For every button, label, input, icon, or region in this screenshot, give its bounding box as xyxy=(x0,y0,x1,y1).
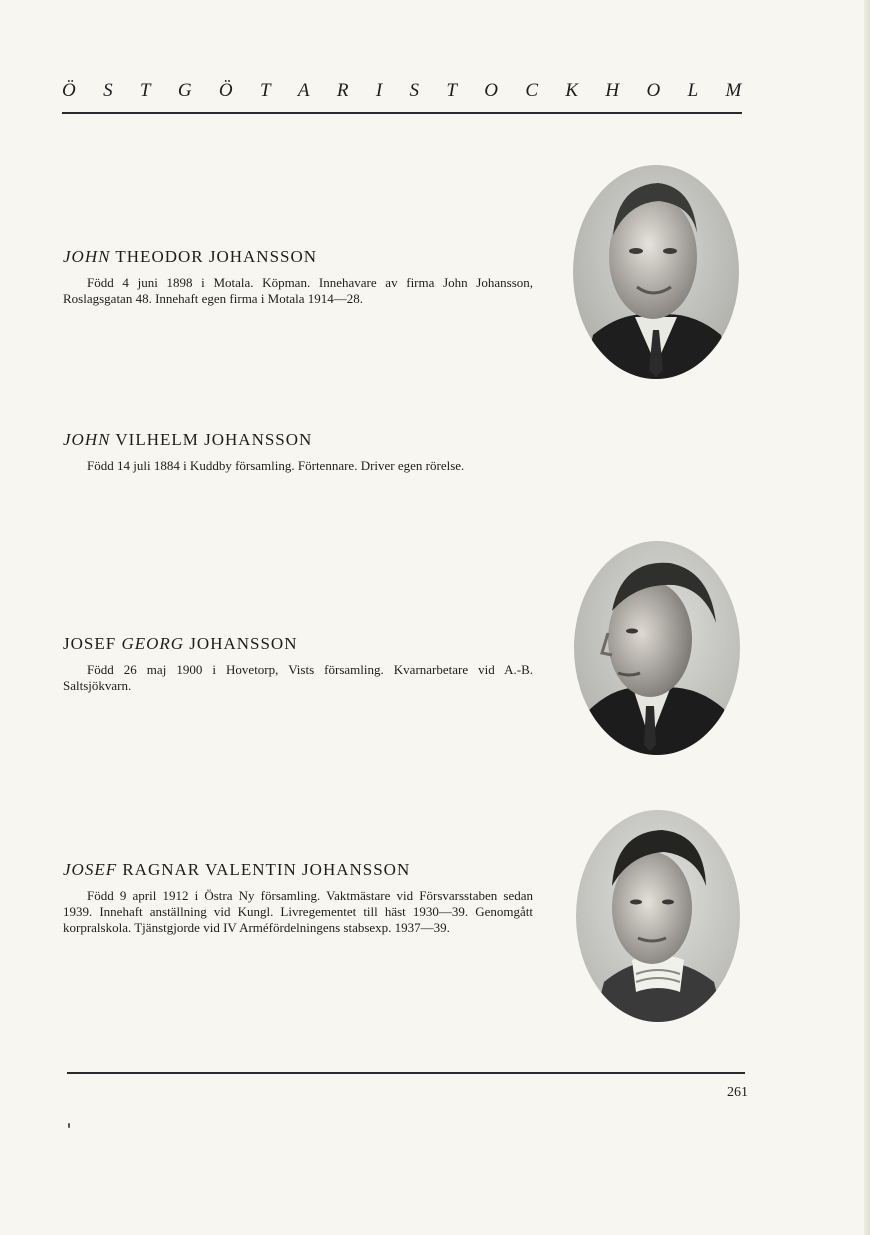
entry-rest-name: THEODOR JOHANSSON xyxy=(110,247,318,266)
header-letter: G xyxy=(177,80,193,101)
entry-pre-name: JOSEF xyxy=(63,634,122,653)
biography-entry xyxy=(63,860,533,936)
portrait-photo xyxy=(574,541,740,755)
header-letter: T xyxy=(446,80,458,101)
header-letter: R xyxy=(336,80,349,101)
header-letter: A xyxy=(297,80,311,101)
entry-bio: Född 26 maj 1900 i Hovetorp, Vists församling. Kvarnarbetare vid A.-B. Saltsjökvarn. xyxy=(63,662,533,693)
portrait-man-uniform-icon xyxy=(576,810,740,1022)
header-letter: I xyxy=(375,80,383,101)
header-letter: Ö xyxy=(218,80,234,101)
entry-first-name: JOHN xyxy=(63,247,111,266)
entry-bio: Född 14 juli 1884 i Kuddby församling. Förtennare. Driver egen rörelse. xyxy=(87,458,465,473)
entry-name xyxy=(63,634,533,654)
header-letter: S xyxy=(409,80,420,101)
portrait-photo xyxy=(573,165,739,379)
header-letter: M xyxy=(725,80,742,101)
header-letter: K xyxy=(565,80,579,101)
entry-name xyxy=(63,430,533,450)
header-letter: Ö xyxy=(62,80,77,101)
biography-entry xyxy=(63,430,533,474)
entry-bio: Född 9 april 1912 i Östra Ny församling. Vaktmästare vid Försvarsstaben sedan 1939. Innehaft anställning vid Kungl. Livregementet till häst 1930—39. Genomgått korpralskola. Tjänstgjorde vid IV Arméfördelningens stabsexp. 1937—39. xyxy=(63,888,533,935)
page-number: 261 xyxy=(727,1085,748,1100)
running-header xyxy=(62,80,742,102)
portrait-photo xyxy=(576,810,740,1022)
portrait-man-profile-icon xyxy=(574,541,740,755)
header-letter: T xyxy=(139,80,151,101)
footer-rule xyxy=(67,1072,745,1074)
biography-entry xyxy=(63,247,533,307)
entry-first-name: JOSEF xyxy=(63,860,118,879)
portrait-man-suit-icon xyxy=(573,165,739,379)
header-letter: L xyxy=(687,80,699,101)
entry-name xyxy=(63,860,533,880)
header-letter: O xyxy=(484,80,499,101)
entry-first-name: JOHN xyxy=(63,430,111,449)
entry-rest-name: RAGNAR VALENTIN JOHANSSON xyxy=(117,860,411,879)
header-letter: C xyxy=(525,80,539,101)
header-letter: T xyxy=(260,80,272,101)
entry-rest-name: JOHANSSON xyxy=(184,634,298,653)
entry-first-name: GEORG xyxy=(121,634,185,653)
header-letter: S xyxy=(103,80,114,101)
entry-rest-name: VILHELM JOHANSSON xyxy=(110,430,313,449)
print-speck xyxy=(68,1123,70,1128)
page-edge xyxy=(864,0,870,1235)
header-letter: O xyxy=(646,80,661,101)
biography-entry xyxy=(63,634,533,694)
header-rule xyxy=(62,112,742,114)
entry-bio: Född 4 juni 1898 i Motala. Köpman. Innehavare av firma John Johansson, Roslagsgatan 48. Innehaft egen firma i Motala 1914—28. xyxy=(63,275,533,306)
entry-name xyxy=(63,247,533,267)
header-letter: H xyxy=(605,80,620,101)
